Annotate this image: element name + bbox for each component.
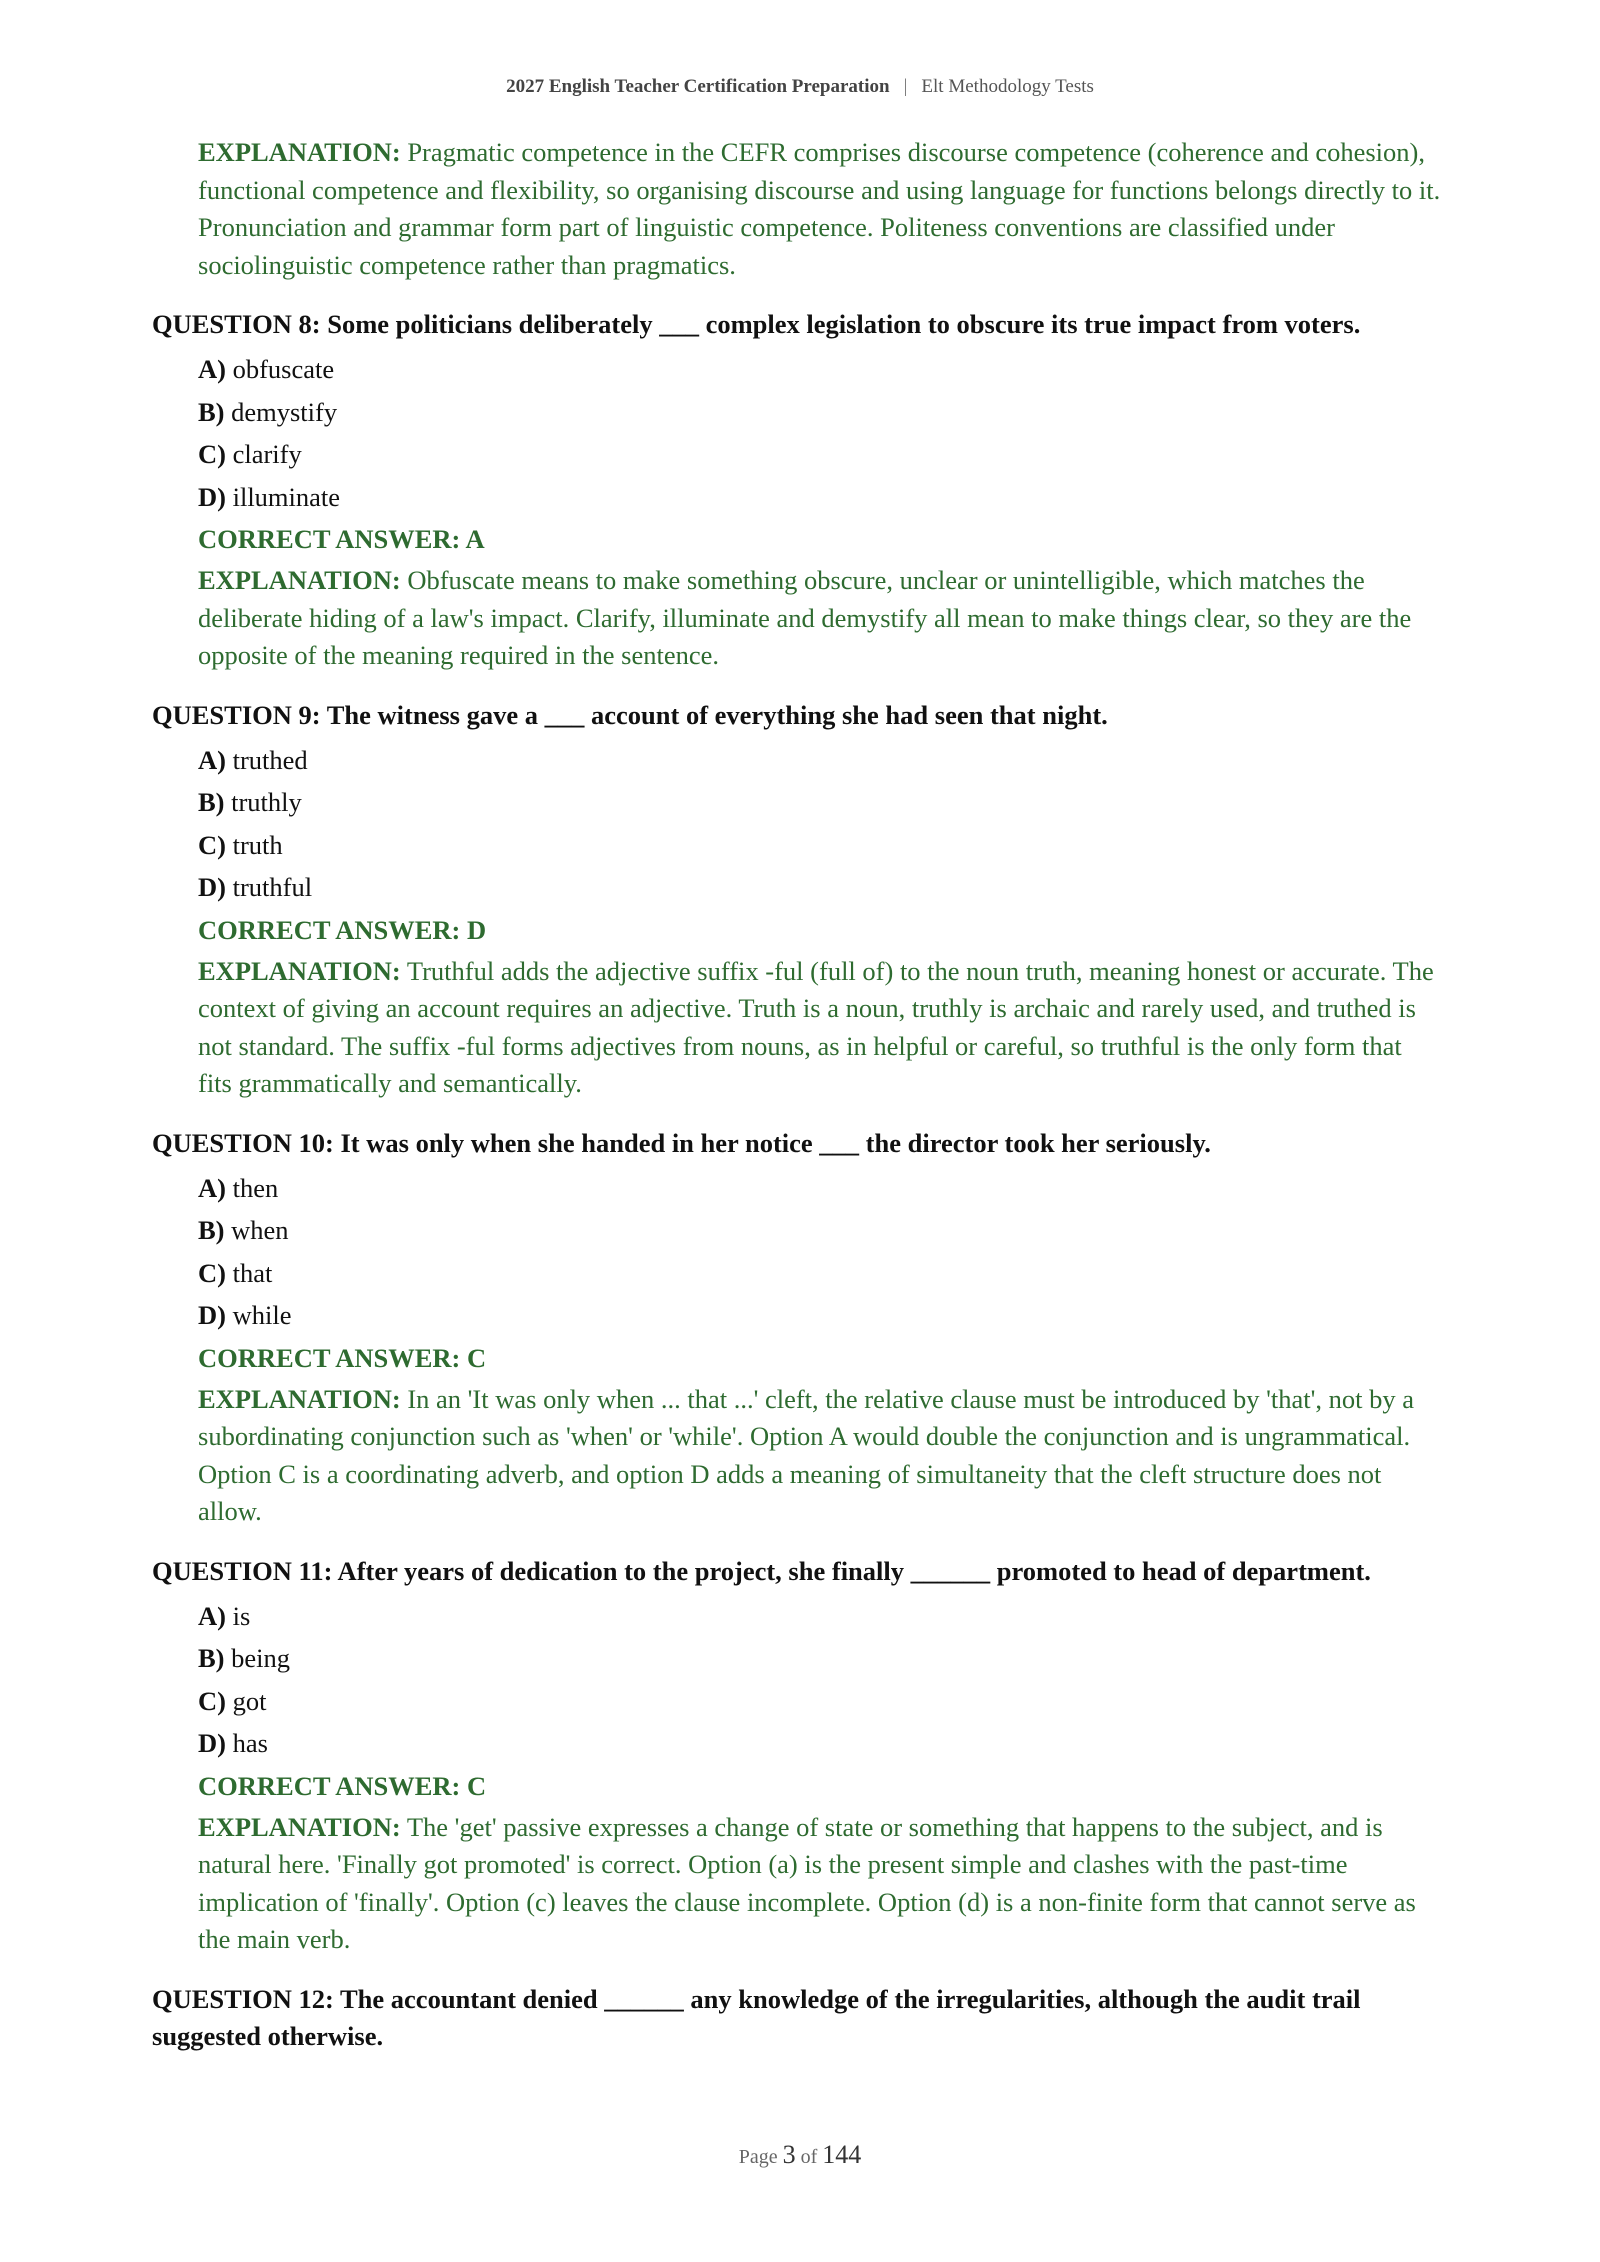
option-item — [198, 391, 1442, 434]
explanation-text: Obfuscate means to make something obscure, unclear or unintelligible, which matches the deliberate hiding of a law's impact. Clarify, illuminate and demystify all mean to make things clear, so they are the opposite of the meaning required in the sentence. — [198, 565, 1412, 670]
question-title: QUESTION 12: The accountant denied ______ any knowledge of the irregularities, although the audit trail suggested otherwise. — [152, 1983, 1361, 2051]
explanation-label: EXPLANATION: — [198, 1811, 401, 1842]
option-item — [198, 348, 1442, 391]
option-letter: D) — [198, 481, 226, 512]
option-item — [198, 739, 1442, 782]
page-footer — [0, 2140, 1600, 2170]
option-text: being — [231, 1643, 290, 1673]
option-text: then — [232, 1172, 279, 1203]
section-title: Elt Methodology Tests — [921, 76, 1094, 97]
option-text: truthly — [231, 787, 302, 817]
option-letter: D) — [198, 872, 226, 902]
option-item — [198, 476, 1442, 519]
explanation-text: In an 'It was only when ... that ...' cleft, the relative clause must be introduced by 'that', not by a subordinating conjunction such as 'when' or 'while'. Option A would double the conjunction and is ungrammatical. Option C is a coordinating adverb, and option D adds a meaning of simultaneity that the cleft structure does not allow. — [198, 1383, 1414, 1526]
option-letter: C) — [198, 439, 226, 469]
option-list — [198, 1595, 1442, 1765]
option-list — [198, 739, 1442, 909]
explanation-block — [198, 134, 1442, 284]
explanation-label: EXPLANATION: — [198, 137, 401, 167]
option-text: while — [232, 1300, 292, 1330]
option-text: truthed — [232, 744, 308, 775]
option-letter: A) — [198, 1600, 226, 1631]
option-item — [198, 1294, 1442, 1337]
option-text: when — [231, 1215, 289, 1245]
question-title: QUESTION 11: After years of dedication to the project, she finally ______ promoted to head of department. — [152, 1555, 1371, 1586]
option-text: is — [232, 1600, 251, 1631]
page-word: Page — [738, 2146, 778, 2168]
option-letter: A) — [198, 354, 226, 384]
option-item — [198, 824, 1442, 867]
book-title: 2027 English Teacher Certification Preparation — [506, 76, 890, 97]
option-text: illuminate — [232, 481, 341, 512]
of-word: of — [800, 2146, 818, 2168]
option-letter: B) — [198, 1643, 225, 1673]
option-text: clarify — [232, 439, 302, 469]
option-letter: D) — [198, 1300, 226, 1330]
option-item — [198, 1637, 1442, 1680]
option-text: truth — [232, 829, 283, 860]
explanation-label: EXPLANATION: — [198, 955, 401, 986]
option-letter: B) — [198, 396, 225, 427]
explanation-label: EXPLANATION: — [198, 565, 401, 595]
explanation-block — [198, 1809, 1442, 1959]
page-number: 3 — [782, 2140, 796, 2169]
option-text: demystify — [231, 396, 338, 427]
total-pages: 144 — [822, 2140, 862, 2169]
explanation-text: The 'get' passive expresses a change of state or something that happens to the subject, and is natural here. 'Finally got promoted' is correct. Option (a) is the present simple and clashes with the past-time implication of 'finally'. Option (c) leaves the clause incomplete. Option (d) is a non-finite form that cannot serve as the main verb. — [198, 1811, 1416, 1954]
option-letter: C) — [198, 829, 226, 860]
question-title: QUESTION 8: Some politicians deliberately ___ complex legislation to obscure its true impact from voters. — [152, 309, 1361, 339]
option-letter: B) — [198, 787, 225, 817]
explanation-text: Truthful adds the adjective suffix -ful (full of) to the noun truth, meaning honest or accurate. The context of giving an account requires an adjective. Truth is a noun, truthly is archaic and rarely used, and truthed is not standard. The suffix -ful forms adjectives from nouns, as in helpful or careful, so truthful is the only form that fits grammatically and semantically. — [198, 955, 1434, 1098]
explanation-label: EXPLANATION: — [198, 1383, 401, 1414]
option-letter: C) — [198, 1685, 226, 1716]
option-item — [198, 1167, 1442, 1210]
option-letter: A) — [198, 744, 226, 775]
explanation-block — [198, 1381, 1442, 1531]
option-item — [198, 866, 1442, 909]
correct-answer: CORRECT ANSWER: D — [198, 914, 487, 945]
option-text: has — [232, 1728, 268, 1758]
page-content — [152, 134, 1442, 2055]
option-item — [198, 1680, 1442, 1723]
option-item — [198, 1252, 1442, 1295]
option-text: obfuscate — [232, 354, 335, 384]
option-letter: A) — [198, 1172, 226, 1203]
correct-answer: CORRECT ANSWER: A — [198, 524, 485, 554]
option-list — [198, 348, 1442, 518]
explanation-block — [198, 953, 1442, 1103]
option-item — [198, 1595, 1442, 1638]
explanation-text: Pragmatic competence in the CEFR comprises discourse competence (coherence and cohesion), functional competence and flexibility, so organising discourse and using language for functions belongs directly to it. Pronunciation and grammar form part of linguistic competence. Politeness conventions are classified under sociolinguistic competence rather than pragmatics. — [198, 137, 1441, 280]
explanation-block — [198, 562, 1442, 675]
option-letter: D) — [198, 1728, 226, 1758]
header-separator: | — [903, 76, 908, 97]
option-text: got — [232, 1685, 267, 1716]
correct-answer: CORRECT ANSWER: C — [198, 1342, 487, 1373]
question-title: QUESTION 10: It was only when she handed in her notice ___ the director took her seriously. — [152, 1127, 1211, 1158]
option-text: truthful — [232, 872, 313, 902]
option-item — [198, 1209, 1442, 1252]
option-letter: B) — [198, 1215, 225, 1245]
option-text: that — [232, 1257, 273, 1288]
question-title: QUESTION 9: The witness gave a ___ account of everything she had seen that night. — [152, 699, 1108, 730]
option-item — [198, 433, 1442, 476]
option-list — [198, 1167, 1442, 1337]
option-letter: C) — [198, 1257, 226, 1288]
correct-answer: CORRECT ANSWER: C — [198, 1770, 487, 1801]
option-item — [198, 1722, 1442, 1765]
option-item — [198, 781, 1442, 824]
running-header — [0, 76, 1600, 98]
